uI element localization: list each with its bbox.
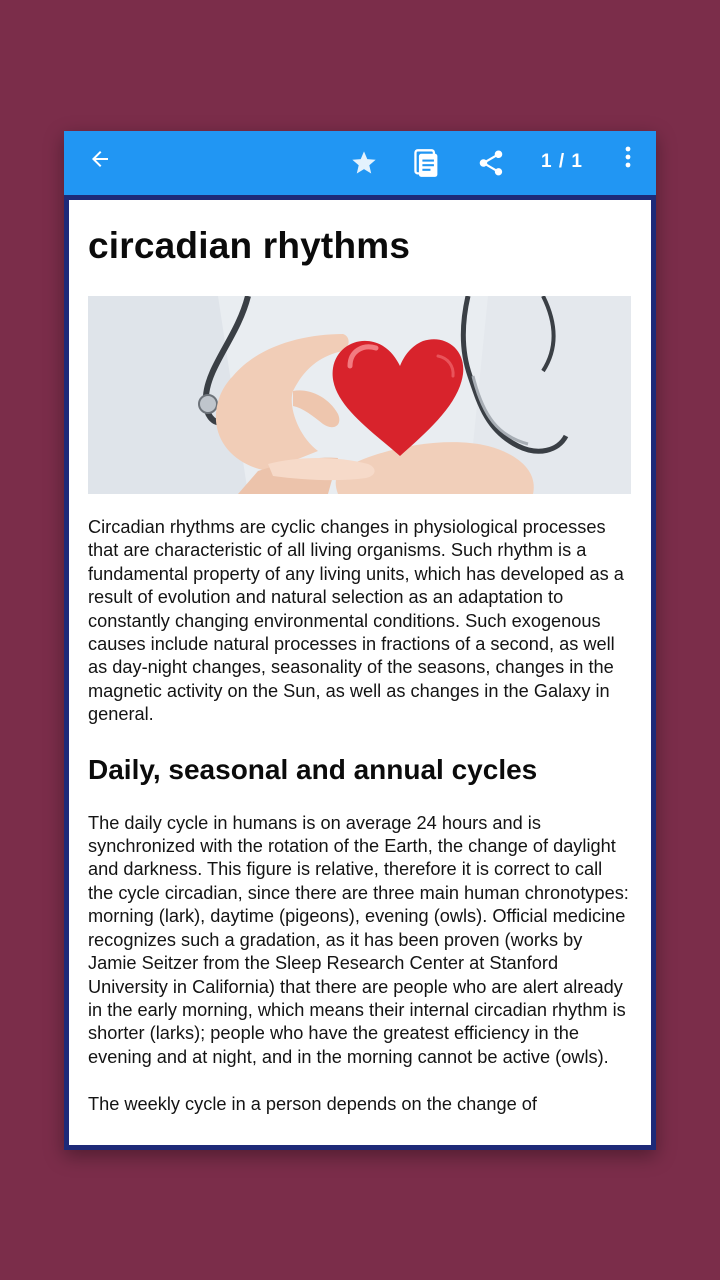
next-paragraph: The weekly cycle in a person depends on the change of [88,1094,537,1115]
section-paragraph: The daily cycle in humans is on average 24 hours and is synchronized with the rotation of the Earth, the change of daylight and darkness. This figure is relative, therefore it is correct to call the cycle circadian, since there are three main human chronotypes: morning (lark), daytime (pigeons), evening (owls). Official medicine recognizes such a gradation, as it has been proven (works by Jamie Seitzer from the Sleep Research Center at Stanford University in California) that there are people who are alert already in the early morning, which means their internal circadian rhythm is shorter (larks); people who have the greatest efficiency in the evening and at night, and in the morning cannot be active (owls). [88,812,629,1067]
share-button[interactable] [471,143,511,183]
page-counter: 1 / 1 [541,151,583,172]
article-content[interactable] [69,200,651,1145]
reader-dialog [64,131,656,1150]
toolbar [64,131,656,195]
more-vertical-icon [624,146,632,168]
article-title: circadian rhythms [88,225,411,266]
bookmark-button[interactable] [344,143,384,183]
document-button[interactable] [407,143,447,183]
article-hero-image [88,296,631,494]
star-icon [350,149,378,177]
section-heading: Daily, seasonal and annual cycles [88,753,538,785]
intro-paragraph: Circadian rhythms are cyclic changes in physiological processes that are characteristic of all living organisms. Such rhythm is a fundamental property of any living units, which has developed as a result of evolution and natural selection as an adaptation to constantly changing environmental conditions. Such exogenous causes include natural processes in fractions of a second, as well as day-night changes, seasonality of the seasons, changes in the magnetic activity on the Sun, as well as changes in the Galaxy in general. [88,517,624,725]
arrow-back-icon [88,147,112,171]
share-icon [476,148,506,178]
overflow-menu-button[interactable] [616,139,640,175]
document-icon [413,148,441,178]
back-button[interactable] [80,139,120,179]
